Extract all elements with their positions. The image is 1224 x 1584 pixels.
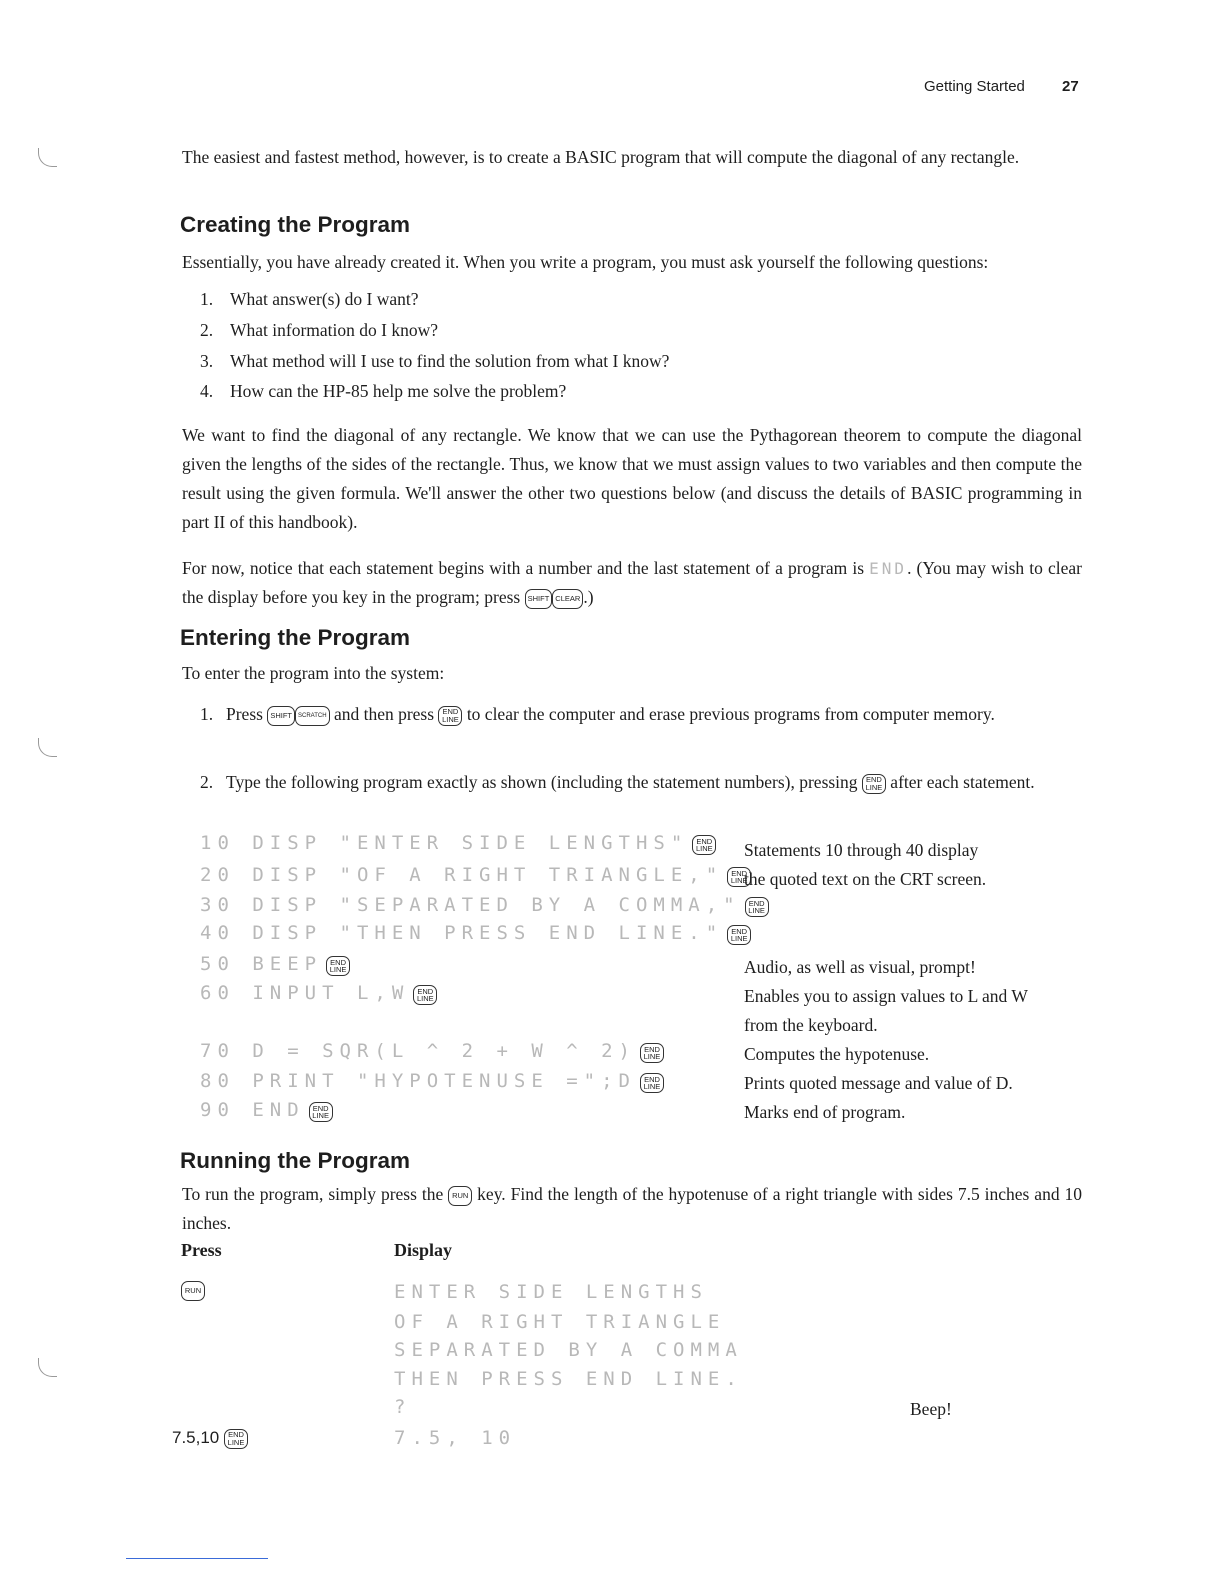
program-note: the quoted text on the CRT screen. [744,869,987,889]
program-statement: 70 D = SQR(L ^ 2 + W ^ 2) [200,1040,636,1062]
end-line-key-icon [640,1043,664,1063]
key-label-bottom: LINE [865,782,883,792]
key-label-bottom: LINE [643,1082,661,1092]
program-note: Prints quoted message and value of D. [744,1073,1013,1093]
program-line [200,953,350,976]
program-statement: 20 DISP "OF A RIGHT TRIANGLE," [200,864,724,886]
end-line-key-icon [862,774,886,794]
display-line: 7.5, 10 [394,1427,517,1449]
key-label-top: END [748,898,765,908]
end-line-key-icon [745,897,769,917]
entering-step-2 [200,768,1080,797]
input-value: 7.5,10 [172,1428,220,1447]
step2-text-b: after each statement. [890,772,1035,792]
key-label-bottom: LINE [730,934,748,944]
key-label-bottom: LINE [312,1111,329,1121]
press-input-row [172,1428,248,1449]
heading-entering-program: Entering the Program [180,625,411,650]
display-line: SEPARATED BY A COMMA [394,1339,743,1361]
key-label-top: END [442,707,459,717]
program-statement: 40 DISP "THEN PRESS END LINE." [200,922,724,944]
step1-text-b: and then press [333,704,435,724]
note-text-b: . (You may wish to clear the display before you key in the program; press [182,558,1083,607]
clear-display-note [182,554,1082,612]
key-label-top: END [644,1044,660,1054]
program-line [200,922,751,945]
running-paragraph [182,1180,1082,1238]
display-line: ENTER SIDE LENGTHS [394,1281,708,1303]
program-statement: 90 END [200,1099,305,1121]
key-label-top: END [330,957,346,967]
margin-mark [38,148,57,167]
run-key-icon: RUN [181,1281,205,1301]
display-line: ? [394,1396,412,1418]
program-line [200,982,437,1005]
creating-lead: Essentially, you have already created it. When you write a program, you must ask yourself the following questions: [182,252,989,272]
question-text: What answer(s) do I want? [230,289,419,309]
question-item [200,316,438,345]
column-header-display: Display [394,1240,453,1260]
key-label-top: END [731,868,748,878]
running-header-title: Getting Started [924,78,1025,95]
program-note: Marks end of program. [744,1102,906,1122]
key-label-bottom: LINE [442,714,459,724]
key-label-top: END [644,1074,660,1084]
step-number: 1. [200,704,214,724]
key-label-top: END [866,775,882,785]
end-line-key-icon [224,1429,248,1449]
entering-lead: To enter the program into the system: [182,663,445,683]
program-note: from the keyboard. [744,1015,878,1035]
program-note: Enables you to assign values to L and W [744,986,1028,1006]
end-line-key-icon [640,1073,664,1093]
key-label-top: END [731,926,748,936]
question-number: 1. [200,289,214,309]
display-line: OF A RIGHT TRIANGLE [394,1311,726,1333]
clear-key-icon: CLEAR [552,589,583,609]
shift-key-icon: SHIFT [267,706,295,726]
column-header-press: Press [181,1240,222,1260]
page-number: 27 [1062,78,1079,95]
step-number: 2. [200,772,214,792]
question-item [200,285,419,314]
question-item [200,377,566,406]
key-label-bottom: LINE [329,965,347,975]
key-label-bottom: LINE [748,906,765,916]
program-line [200,832,716,855]
heading-running-program: Running the Program [180,1148,410,1173]
run-key-icon: RUN [448,1186,472,1206]
margin-mark [38,738,57,757]
program-note: Computes the hypotenuse. [744,1044,930,1064]
intro-paragraph: The easiest and fastest method, however, is to create a BASIC program that will compute the diagonal of any rectangle. [182,147,1020,167]
beep-note: Beep! [910,1399,952,1419]
program-line [200,894,769,917]
shift-key-icon: SHIFT [525,589,553,609]
program-statement: 60 INPUT L,W [200,982,410,1004]
question-item [200,347,669,376]
step1-text-a: Press [226,704,263,724]
footer-rule [126,1558,268,1559]
end-line-key-icon [413,985,437,1005]
margin-mark [38,1358,57,1377]
key-label-bottom: LINE [730,876,748,886]
key-label-top: END [417,986,434,996]
program-line [200,1099,333,1122]
question-number: 3. [200,351,214,371]
heading-creating-program: Creating the Program [180,212,411,237]
key-label-top: END [696,836,713,846]
display-line: THEN PRESS END LINE. [394,1368,743,1390]
running-text-b: key. Find the length of the hypotenuse of a right triangle with sides 7.5 inches and 10 inches. [182,1184,1083,1233]
key-label-bottom: LINE [695,844,713,854]
step2-text-a: Type the following program exactly as shown (including the statement numbers), pressing [226,772,858,792]
question-text: How can the HP-85 help me solve the problem? [230,381,567,401]
pythagorean-paragraph: We want to find the diagonal of any rectangle. We know that we can use the Pythagorean theorem to compute the diagonal given the lengths of the sides of the rectangle. Thus, we know that we must assign values to two variables and then compute the result using the given formula. We'll answer the other two questions below (and discuss the details of BASIC programming in part II of this handbook). [182,425,1082,532]
program-note: Statements 10 through 40 display [744,840,979,860]
scratch-key-icon: SCRATCH [295,706,330,726]
end-statement-display: END [869,559,908,578]
press-run-row [181,1281,205,1301]
program-note: Audio, as well as visual, prompt! [744,957,976,977]
entering-step-1 [200,700,1080,729]
end-line-key-icon [326,956,350,976]
end-line-key-icon [309,1102,333,1122]
running-text-a: To run the program, simply press the [182,1184,444,1204]
question-number: 4. [200,381,214,401]
program-statement: 80 PRINT "HYPOTENUSE =";D [200,1070,636,1092]
end-line-key-icon [692,835,716,855]
step1-text-c: to clear the computer and erase previous programs from computer memory. [466,704,995,724]
program-line [200,864,751,887]
key-label-top: END [228,1430,244,1440]
end-line-key-icon [438,706,462,726]
end-line-key-icon [727,925,751,945]
program-line [200,1070,664,1093]
question-text: What method will I use to find the solution from what I know? [230,351,670,371]
key-label-bottom: LINE [643,1052,661,1062]
question-number: 2. [200,320,214,340]
program-line [200,1040,664,1063]
note-text-c: .) [583,587,594,607]
question-text: What information do I know? [230,320,439,340]
program-statement: 30 DISP "SEPARATED BY A COMMA," [200,894,741,916]
key-label-top: END [312,1103,329,1113]
note-text-a: For now, notice that each statement begins with a number and the last statement of a program is [182,558,865,578]
program-statement: 50 BEEP [200,953,323,975]
key-label-bottom: LINE [416,994,434,1004]
key-label-bottom: LINE [227,1437,245,1447]
program-statement: 10 DISP "ENTER SIDE LENGTHS" [200,832,689,854]
